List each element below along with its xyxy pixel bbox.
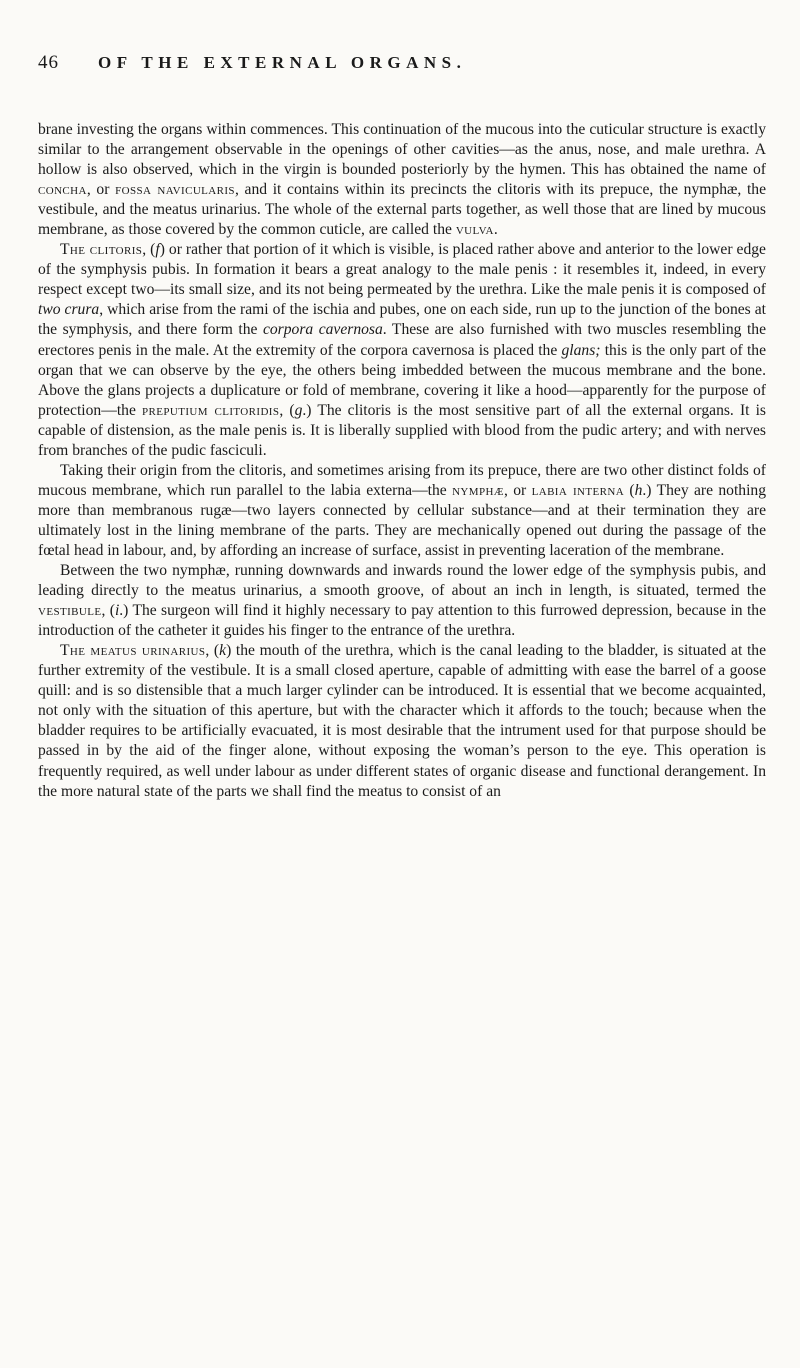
- text-run: Between the two nymphæ, running downwards and inwards round the lower edge of the symphysis pubis, and leading directly to the meatus urinarius, a smooth groove, of about an inch in length, is situated, termed the: [38, 562, 766, 600]
- text-run: (: [624, 481, 635, 499]
- small-caps-term: labia interna: [531, 481, 625, 499]
- text-run: , (: [101, 602, 115, 620]
- paragraph: [38, 561, 766, 641]
- text-run: ) or rather that portion of it which is visible, is placed rather above and anterior to the lower edge of the symphysis pubis. In formation it bears a great analogy to the male penis : it resembles it, indeed, in every respect except two—its small size, and its not being permeated by the urethra. Like the male penis it is composed of: [38, 241, 766, 299]
- text-run: , (: [205, 642, 220, 660]
- text-run: Taking their origin from the clitoris, and sometimes arising from its prepuce, there are two other distinct folds of mucous membrane, which run parallel to the labia externa—the: [38, 461, 766, 499]
- text-run: .) The clitoris is the most sensitive part of all the external organs. It is capable of distension, as the male penis is. It is liberally supplied with blood from the pudic artery; and with nerves from branches of the pudic fasciculi.: [38, 401, 766, 459]
- text-run: , (: [279, 401, 295, 419]
- italic-term: glans;: [561, 341, 601, 359]
- text-run: . These are also furnished with two muscles resembling the erectores penis in the male. At the extremity of the corpora cavernosa is placed the: [38, 321, 767, 359]
- text-run: .) The surgeon will find it highly necessary to pay attention to this furrowed depression, because in the introduction of the catheter it guides his finger to the entrance of the urethra.: [38, 602, 766, 640]
- small-caps-term: The clitoris: [60, 241, 143, 259]
- text-run: brane investing the organs within commences. This continuation of the mucous into the cuticular structure is exactly similar to the arrangement observable in the openings of other cavities—as the anus, nose, and male urethra. A hollow is also observed, which in the virgin is bounded posteriorly by the hymen. This has obtained the name of: [38, 121, 766, 179]
- italic-term: corpora cavernosa: [262, 321, 383, 339]
- text-run: .) They are nothing more than membranous rugæ—two layers connected by cellular substance—and at their termination they are ultimately lost in the lining membrane of the parts. They are mechanically opened out during the passage of the fœtal head in labour, and, by affording an increase of surface, assist in preventing laceration of the membrane.: [38, 481, 767, 559]
- text-run: this is the only part of the organ that we can observe by the eye, the others being imbedded between the mucous membrane and the bone. Above the glans projects a duplicature or fold of membrane, covering it like a hood—apparently for the purpose of protection—the: [38, 341, 766, 419]
- small-caps-term: concha: [38, 181, 87, 199]
- italic-term: g: [294, 401, 303, 419]
- paragraph: [38, 641, 766, 801]
- italic-term: h: [634, 481, 643, 499]
- small-caps-term: fossa navicularis: [115, 181, 235, 199]
- italic-term: i: [114, 602, 120, 620]
- small-caps-term: nymphæ: [452, 481, 504, 499]
- body-text: [38, 120, 766, 802]
- text-run: , which arise from the rami of the ischia and pubes, one on each side, run up to the junction of the bones at the symphysis, and there form the: [38, 301, 766, 339]
- italic-term: f: [155, 241, 160, 259]
- small-caps-term: vestibule: [38, 602, 102, 620]
- text-run: .: [493, 221, 498, 239]
- page-number: 46: [38, 52, 59, 73]
- running-title: OF THE EXTERNAL ORGANS.: [98, 53, 467, 72]
- text-run: , or: [504, 481, 532, 499]
- text-run: , (: [142, 241, 156, 259]
- paragraph: [38, 240, 766, 461]
- text-run: , and it contains within its precincts the clitoris with its prepuce, the nymphæ, the vestibule, and the meatus urinarius. The whole of the external parts together, as well those that are lined by mucous membrane, as those covered by the common cuticle, are called the: [38, 181, 767, 239]
- text-run: ) the mouth of the urethra, which is the canal leading to the bladder, is situated at the further extremity of the vestibule. It is a small closed aperture, capable of admitting with ease the barrel of a goose quill: and is so distensible that a much larger cylinder can be introduced. It is essential that we become acquainted, not only with the situation of this aperture, but with the character which it affords to the touch; because when the bladder requires to be artificially evacuated, it is most desirable that the intrument used for that purpose should be passed in by the aid of the finger alone, without exposing the woman’s person to the eye. This operation is frequently required, as well under labour as under different states of organic disease and functional derangement. In the more natural state of the parts we shall find the meatus to consist of an: [38, 642, 767, 800]
- paragraph: [38, 120, 766, 240]
- paragraph: [38, 461, 766, 561]
- page-header: [38, 52, 766, 82]
- italic-term: k: [219, 642, 227, 660]
- text-run: , or: [86, 181, 116, 199]
- book-page: [38, 52, 766, 802]
- small-caps-term: vulva: [455, 221, 494, 239]
- italic-term: two crura: [38, 301, 100, 319]
- small-caps-term: preputium clitoridis: [142, 401, 280, 419]
- small-caps-term: The meatus urinarius: [60, 642, 206, 660]
